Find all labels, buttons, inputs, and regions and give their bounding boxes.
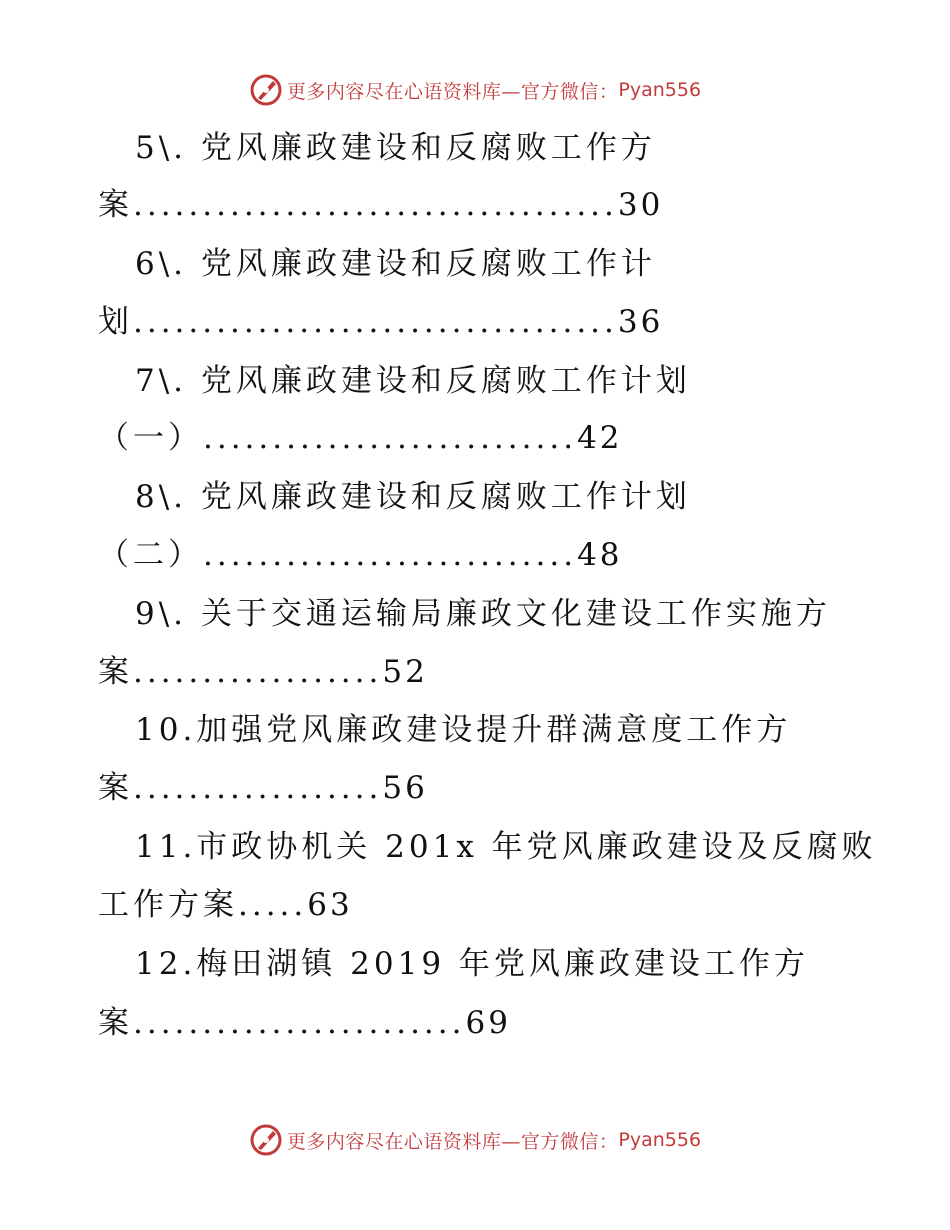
toc-page: 48 — [577, 537, 623, 573]
toc-cont: 划 — [98, 304, 133, 340]
header-banner — [0, 70, 950, 110]
toc-page: 56 — [382, 770, 428, 806]
toc-cont: 工作方案 — [98, 887, 238, 923]
footer-banner — [0, 1120, 950, 1160]
toc-title-8: 8\. 党风廉政建设和反腐败工作计划 — [135, 479, 691, 515]
toc-entry-10 — [98, 768, 428, 808]
toc-cont: （二） — [98, 537, 203, 573]
toc-page: 69 — [465, 1005, 511, 1041]
toc-entry-12 — [98, 1003, 511, 1043]
toc-title-6: 6\. 党风廉政建设和反腐败工作计 — [135, 246, 656, 282]
toc-leader: ................................... — [133, 187, 618, 223]
toc-page: 42 — [577, 420, 623, 456]
toc-page: 63 — [307, 887, 353, 923]
toc-page: 30 — [617, 187, 664, 223]
toc-title-10: 10.加强党风廉政建设提升群满意度工作方 — [135, 712, 792, 748]
toc-entry-8 — [98, 535, 623, 575]
toc-title-12: 12.梅田湖镇 2019 年党风廉政建设工作方 — [135, 946, 809, 982]
toc-entry-9 — [98, 652, 428, 692]
toc-page: 36 — [617, 304, 664, 340]
toc-entry-7 — [98, 418, 623, 458]
logo-icon — [249, 73, 283, 107]
toc-title-7: 7\. 党风廉政建设和反腐败工作计划 — [135, 363, 691, 399]
toc-entry-5 — [98, 185, 663, 225]
toc-cont: （一） — [98, 420, 203, 456]
toc-leader: ........................ — [133, 1005, 466, 1041]
toc-leader: ........................... — [203, 420, 578, 456]
banner-wechat-id: Pyan556 — [618, 79, 702, 101]
toc-leader: .................. — [133, 770, 383, 806]
toc-cont: 案 — [98, 654, 133, 690]
banner-text: 更多内容尽在心语资料库—官方微信： — [286, 1130, 619, 1153]
logo-icon — [249, 1123, 283, 1157]
toc-cont: 案 — [98, 1005, 133, 1041]
toc-entry-11 — [98, 885, 353, 925]
toc-title-5: 5\. 党风廉政建设和反腐败工作方 — [135, 130, 656, 166]
toc-page: 52 — [382, 654, 428, 690]
toc-title-9: 9\. 关于交通运输局廉政文化建设工作实施方 — [135, 596, 831, 632]
banner-wechat-id: Pyan556 — [618, 1129, 702, 1151]
toc-cont: 案 — [98, 187, 133, 223]
toc-leader: ................................... — [133, 304, 618, 340]
toc-cont: 案 — [98, 770, 133, 806]
toc-leader: ..... — [238, 887, 308, 923]
toc-leader: .................. — [133, 654, 383, 690]
banner-text: 更多内容尽在心语资料库—官方微信： — [286, 80, 619, 103]
toc-title-11: 11.市政协机关 201x 年党风廉政建设及反腐败 — [135, 829, 877, 865]
toc-entry-6 — [98, 302, 663, 342]
toc-leader: ........................... — [203, 537, 578, 573]
